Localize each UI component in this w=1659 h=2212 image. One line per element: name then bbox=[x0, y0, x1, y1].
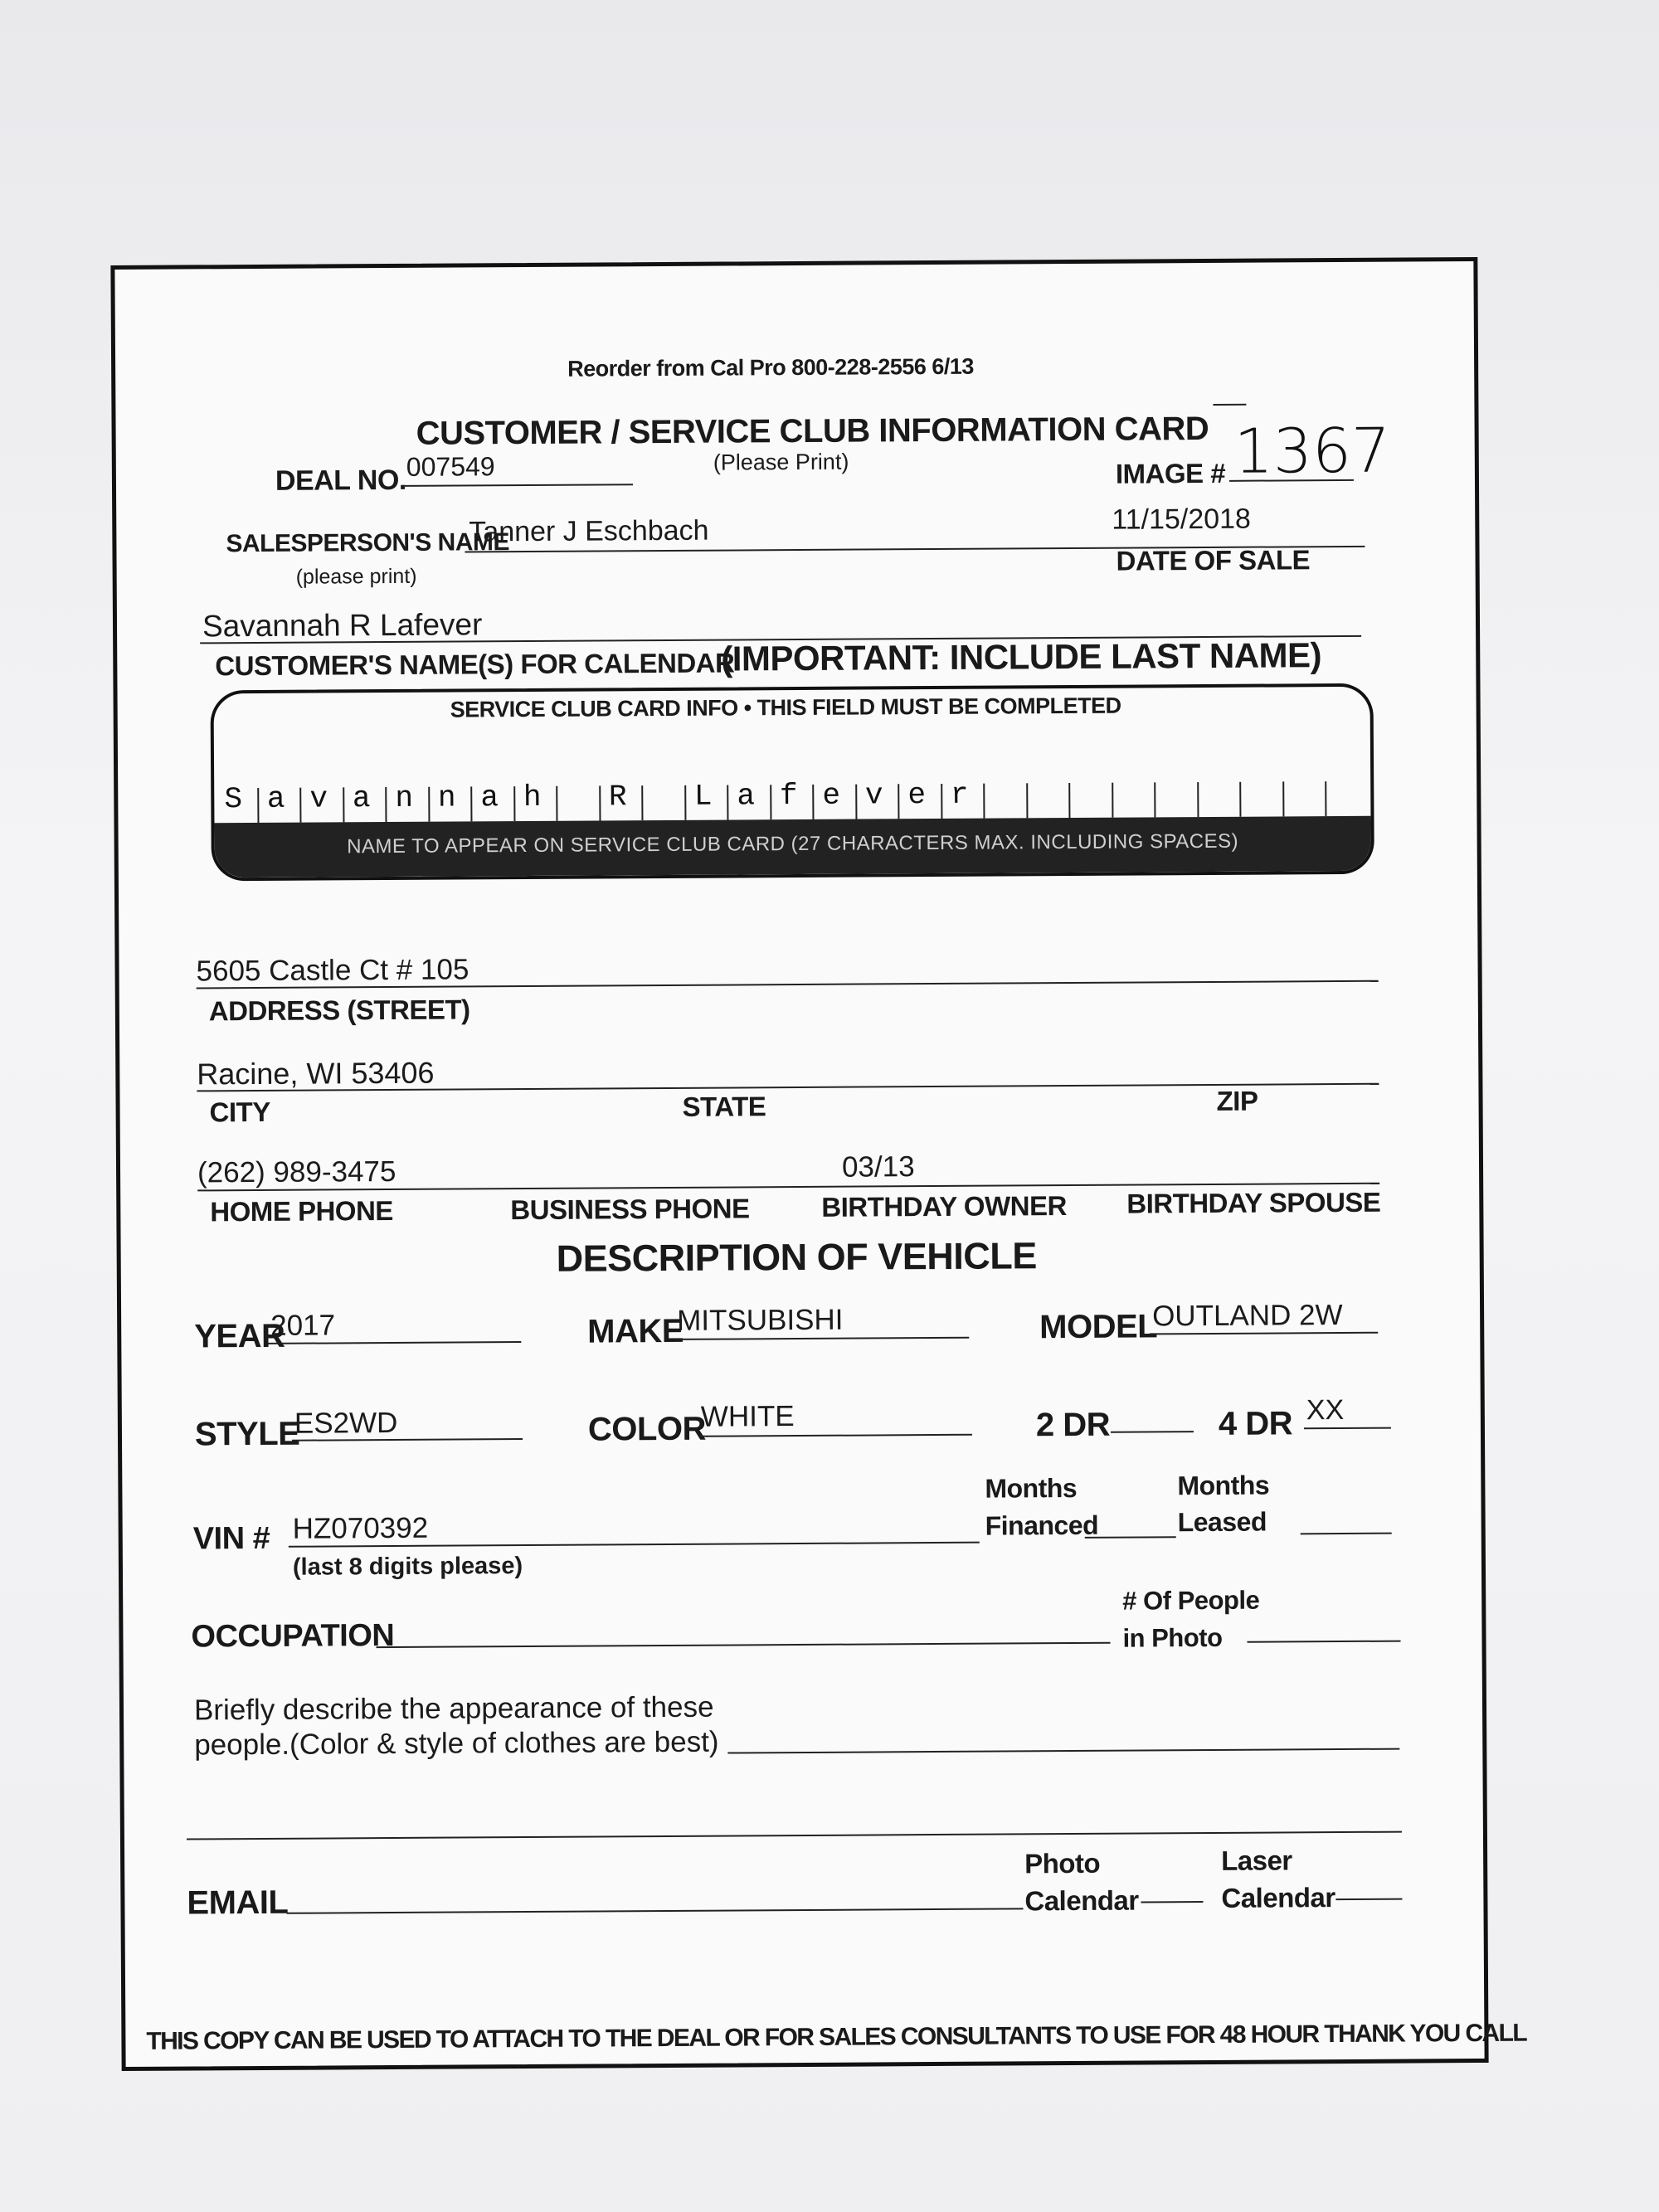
make-value[interactable]: MITSUBISHI bbox=[677, 1303, 844, 1337]
two-door-line bbox=[1111, 1431, 1194, 1433]
vin-label: VIN # bbox=[192, 1520, 270, 1557]
year-label: YEAR bbox=[194, 1317, 285, 1355]
laser-calendar-line bbox=[1335, 1898, 1402, 1900]
color-label: COLOR bbox=[587, 1410, 707, 1448]
service-club-char-cell[interactable]: a bbox=[737, 779, 756, 814]
city-label: CITY bbox=[209, 1096, 270, 1128]
leased-label: Leased bbox=[1177, 1506, 1267, 1538]
people-in-photo-line bbox=[1248, 1641, 1401, 1643]
service-club-char-cell[interactable]: f bbox=[779, 779, 798, 814]
service-club-cell-divider bbox=[513, 786, 515, 821]
make-label: MAKE bbox=[587, 1312, 684, 1350]
service-club-cell-divider bbox=[257, 788, 259, 823]
service-club-cell-divider bbox=[299, 788, 301, 823]
state-label: STATE bbox=[682, 1091, 766, 1122]
deal-no-line bbox=[402, 484, 633, 487]
service-club-cell-divider bbox=[1239, 782, 1241, 817]
service-club-cell-divider bbox=[599, 785, 601, 820]
service-club-cell-divider bbox=[385, 787, 387, 822]
zip-label: ZIP bbox=[1216, 1085, 1258, 1116]
people-in-photo-label-1: # Of People bbox=[1122, 1585, 1260, 1616]
email-label: EMAIL bbox=[187, 1884, 289, 1922]
describe-line-b bbox=[187, 1831, 1402, 1840]
service-club-cell-divider bbox=[898, 784, 899, 819]
vin-sub-label: (last 8 digits please) bbox=[292, 1553, 523, 1581]
service-club-cell-divider bbox=[941, 784, 942, 819]
service-club-cell-divider bbox=[343, 787, 344, 822]
birthday-owner-label: BIRTHDAY OWNER bbox=[821, 1190, 1067, 1223]
image-no-dash bbox=[1213, 404, 1246, 406]
service-club-char-cell[interactable]: a bbox=[352, 781, 371, 816]
style-value[interactable]: ES2WD bbox=[294, 1406, 398, 1440]
two-door-label: 2 DR bbox=[1035, 1406, 1111, 1444]
reorder-info: Reorder from Cal Pro 800-228-2556 6/13 bbox=[567, 353, 974, 382]
service-club-cell-divider bbox=[1112, 783, 1113, 818]
service-club-char-cell[interactable]: e bbox=[907, 778, 927, 813]
service-club-cell-divider bbox=[812, 785, 814, 819]
service-club-char-cell[interactable]: a bbox=[266, 781, 285, 816]
service-club-char-cell[interactable]: h bbox=[523, 780, 542, 815]
describe-line-1: Briefly describe the appearance of these bbox=[193, 1690, 714, 1727]
birthday-owner-value[interactable]: 03/13 bbox=[841, 1150, 915, 1184]
card-footer-note: THIS COPY CAN BE USED TO ATTACH TO THE DEAL OR FOR SALES CONSULTANTS TO USE FOR 48 HOUR THANK YOU CALL bbox=[146, 2019, 1527, 2055]
city-state-zip-value[interactable]: Racine, WI 53406 bbox=[197, 1055, 435, 1091]
model-line bbox=[1150, 1332, 1378, 1335]
service-club-char-cell[interactable]: e bbox=[822, 778, 841, 813]
customer-name-value[interactable]: Savannah R Lafever bbox=[202, 607, 483, 644]
months-financed-label-top: Months bbox=[985, 1472, 1078, 1504]
service-club-cell-divider bbox=[1325, 781, 1326, 816]
deal-no-value[interactable]: 007549 bbox=[406, 451, 495, 482]
people-in-photo-label-2: in Photo bbox=[1122, 1622, 1223, 1653]
service-club-char-cell[interactable]: v bbox=[309, 781, 328, 816]
service-club-cell-divider bbox=[428, 787, 430, 822]
occupation-label: OCCUPATION bbox=[191, 1617, 395, 1655]
style-label: STYLE bbox=[194, 1415, 300, 1453]
model-label: MODEL bbox=[1039, 1308, 1158, 1346]
service-club-char-cell[interactable]: v bbox=[864, 778, 883, 813]
service-club-cell-divider bbox=[470, 786, 472, 821]
service-club-char-cell[interactable]: r bbox=[950, 777, 969, 812]
information-card bbox=[110, 257, 1527, 2071]
service-club-cell-divider bbox=[1282, 781, 1284, 816]
laser-calendar-label-1: Laser bbox=[1221, 1845, 1292, 1876]
service-club-cell-divider bbox=[727, 785, 728, 820]
vin-value[interactable]: HZ070392 bbox=[292, 1511, 429, 1545]
describe-line-2: people.(Color & style of clothes are best) bbox=[194, 1725, 719, 1762]
include-last-name-note: (IMPORTANT: INCLUDE LAST NAME) bbox=[721, 635, 1322, 678]
service-club-header: SERVICE CLUB CARD INFO • THIS FIELD MUST BE COMPLETED bbox=[450, 693, 1121, 722]
occupation-line bbox=[377, 1642, 1111, 1648]
address-label: ADDRESS (STREET) bbox=[208, 994, 470, 1027]
birthday-spouse-label: BIRTHDAY SPOUSE bbox=[1126, 1186, 1381, 1219]
months-leased-label-top: Months bbox=[1177, 1470, 1270, 1501]
service-club-char-cell[interactable]: L bbox=[693, 779, 713, 814]
salesperson-value[interactable]: Tanner J Eschbach bbox=[469, 514, 709, 548]
customer-name-label: CUSTOMER'S NAME(S) FOR CALENDAR bbox=[215, 647, 735, 682]
service-club-cell-divider bbox=[1154, 782, 1155, 817]
home-phone-label: HOME PHONE bbox=[210, 1194, 393, 1228]
service-club-char-cell[interactable]: S bbox=[224, 782, 243, 817]
photo-calendar-label-1: Photo bbox=[1024, 1847, 1101, 1879]
service-club-cell-divider bbox=[556, 786, 557, 821]
service-club-cell-divider bbox=[770, 785, 771, 819]
photo-calendar-line bbox=[1141, 1901, 1203, 1903]
salesperson-label: SALESPERSON'S NAME bbox=[226, 528, 510, 558]
service-club-box bbox=[210, 683, 1374, 882]
home-phone-value[interactable]: (262) 989-3475 bbox=[197, 1155, 397, 1189]
image-no-label: IMAGE # bbox=[1115, 457, 1226, 489]
service-club-footer: NAME TO APPEAR ON SERVICE CLUB CARD (27 CHARACTERS MAX. INCLUDING SPACES) bbox=[214, 816, 1370, 878]
four-door-value[interactable]: XX bbox=[1306, 1393, 1345, 1427]
card-title: CUSTOMER / SERVICE CLUB INFORMATION CARD bbox=[416, 410, 1209, 452]
four-door-label: 4 DR bbox=[1218, 1405, 1293, 1442]
photo-calendar-label-2: Calendar bbox=[1024, 1884, 1139, 1917]
salesperson-sub-label: (please print) bbox=[295, 564, 417, 589]
service-club-char-cell[interactable]: n bbox=[437, 780, 456, 815]
service-club-char-cell[interactable]: R bbox=[608, 780, 627, 814]
service-club-cell-divider bbox=[855, 785, 857, 819]
email-line bbox=[287, 1908, 1024, 1913]
service-club-char-cell[interactable]: a bbox=[480, 780, 499, 815]
financed-line bbox=[1085, 1536, 1176, 1539]
laser-calendar-label-2: Calendar bbox=[1221, 1882, 1335, 1913]
please-print-note: (Please Print) bbox=[713, 449, 849, 475]
four-door-line bbox=[1304, 1427, 1391, 1430]
service-club-cell-divider bbox=[1197, 782, 1199, 817]
business-phone-label: BUSINESS PHONE bbox=[510, 1193, 750, 1226]
vehicle-heading: DESCRIPTION OF VEHICLE bbox=[556, 1234, 1037, 1280]
service-club-cell-divider bbox=[684, 785, 686, 820]
year-value[interactable]: 2017 bbox=[270, 1309, 336, 1342]
service-club-cell-divider bbox=[1026, 783, 1028, 818]
image-no-value[interactable]: 1367 bbox=[1233, 415, 1391, 488]
leased-line bbox=[1301, 1533, 1392, 1535]
service-club-cell-divider bbox=[1068, 783, 1070, 818]
deal-no-label: DEAL NO. bbox=[275, 464, 406, 497]
service-club-cell-divider bbox=[641, 785, 643, 820]
financed-label: Financed bbox=[985, 1510, 1099, 1541]
model-value[interactable]: OUTLAND 2W bbox=[1152, 1299, 1343, 1333]
date-of-sale-value[interactable]: 11/15/2018 bbox=[1112, 503, 1252, 536]
style-line bbox=[292, 1438, 523, 1441]
describe-line-a bbox=[727, 1748, 1399, 1754]
address-value[interactable]: 5605 Castle Ct # 105 bbox=[196, 953, 469, 988]
color-line bbox=[698, 1434, 972, 1437]
service-club-char-cell[interactable]: n bbox=[395, 780, 414, 815]
service-club-cell-divider bbox=[983, 784, 985, 819]
date-of-sale-label: DATE OF SALE bbox=[1116, 544, 1311, 576]
color-value[interactable]: WHITE bbox=[700, 1400, 795, 1433]
